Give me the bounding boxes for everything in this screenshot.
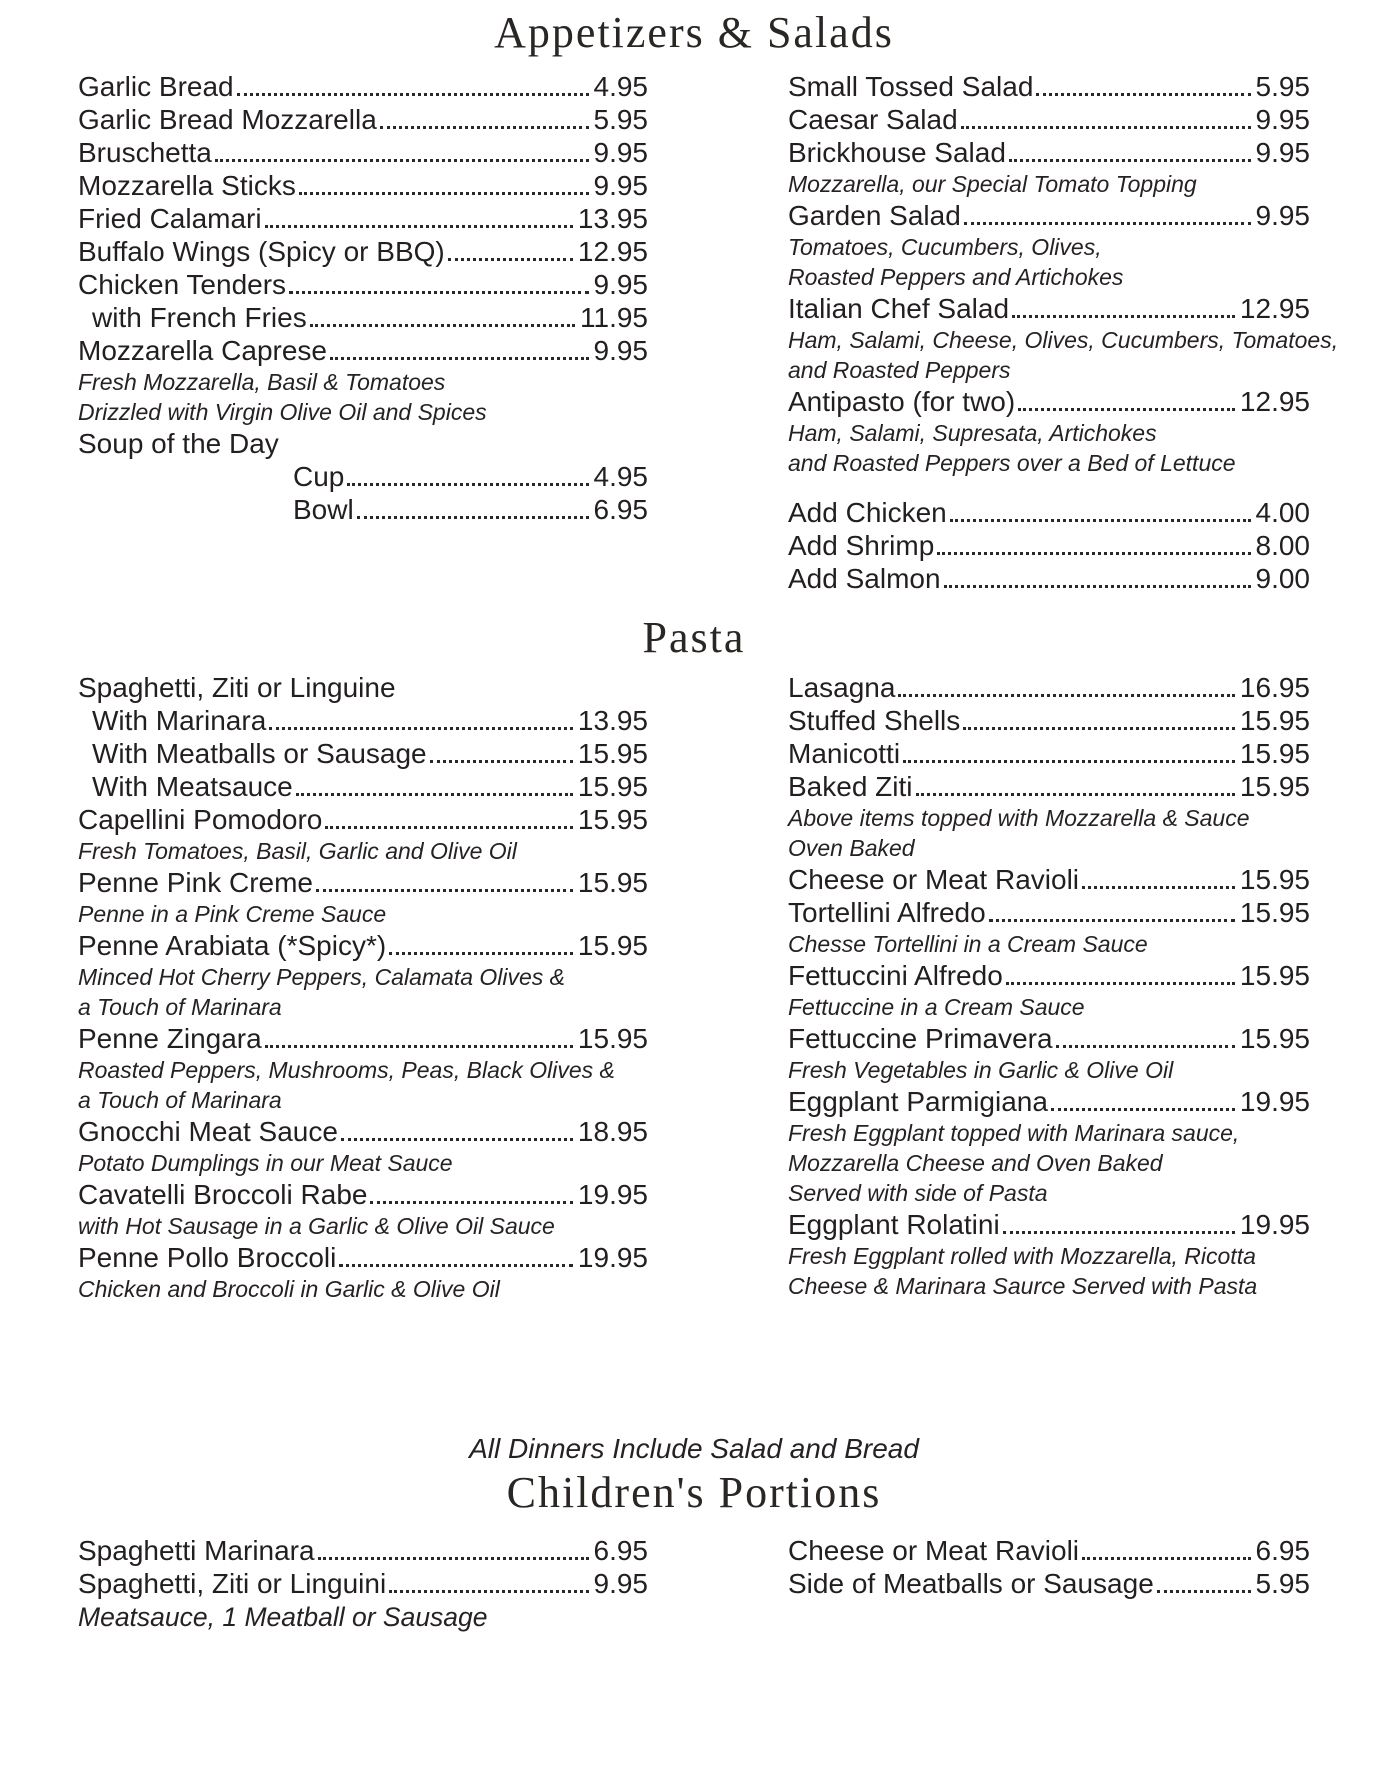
item-name: Fried Calamari [78, 203, 262, 234]
dotted-leader [1006, 982, 1235, 985]
section-title: Pasta [642, 613, 746, 662]
item-price: 9.00 [1255, 563, 1310, 594]
item-name: Mozzarella Sticks [78, 170, 296, 201]
item-name: Lasagna [788, 672, 896, 703]
dotted-leader [389, 1590, 588, 1593]
item-price: 13.95 [577, 203, 648, 234]
menu-item-row [78, 169, 648, 202]
appetizers-columns [78, 70, 1339, 595]
item-name: Garlic Bread Mozzarella [78, 104, 377, 135]
dotted-leader [1082, 886, 1235, 889]
dotted-leader [937, 552, 1250, 555]
menu-item-row [78, 202, 648, 235]
item-description: Tomatoes, Cucumbers, Olives, [788, 234, 1102, 260]
item-price: 15.95 [1239, 738, 1310, 769]
item-price: 15.95 [1239, 1023, 1310, 1054]
section-title: Appetizers & Salads [494, 8, 894, 57]
item-description: Cheese & Marinara Saurce Served with Pasta [788, 1273, 1258, 1299]
item-description: Minced Hot Cherry Peppers, Calamata Olives & [78, 964, 566, 990]
menu-item-row [788, 959, 1310, 992]
item-name: Add Salmon [788, 563, 941, 594]
dotted-leader [1003, 1231, 1235, 1234]
menu-item-row [78, 671, 648, 704]
dotted-leader [1018, 408, 1235, 411]
dotted-leader [269, 727, 573, 730]
dotted-leader [950, 519, 1251, 522]
menu-item-row [788, 1208, 1310, 1241]
item-price: 9.95 [1255, 137, 1310, 168]
section-childrens-portions [78, 1432, 1310, 1634]
menu-item-row [788, 70, 1310, 103]
item-name: Garden Salad [788, 200, 961, 231]
item-description: with Hot Sausage in a Garlic & Olive Oil Sauce [78, 1213, 555, 1239]
dotted-leader [299, 192, 589, 195]
item-description: and Roasted Peppers over a Bed of Lettuce [788, 450, 1236, 476]
item-name: Tortellini Alfredo [788, 897, 986, 928]
item-price: 15.95 [577, 930, 648, 961]
dotted-leader [1009, 159, 1251, 162]
item-description: Fresh Mozzarella, Basil & Tomatoes [78, 369, 446, 395]
item-name: Add Chicken [788, 497, 947, 528]
item-name: Gnocchi Meat Sauce [78, 1116, 338, 1147]
section-appetizers-salads [78, 6, 1339, 595]
item-price: 15.95 [577, 867, 648, 898]
dotted-leader [1051, 1108, 1235, 1111]
item-name: Chicken Tenders [78, 269, 287, 300]
item-price: 6.95 [1255, 1535, 1310, 1566]
menu-item-row [78, 460, 648, 493]
menu-item-row [78, 268, 648, 301]
section-note: All Dinners Include Salad and Bread [469, 1433, 919, 1464]
item-name: With Meatsauce [92, 771, 293, 802]
dotted-leader [318, 1557, 589, 1560]
item-name: Mozzarella Caprese [78, 335, 327, 366]
item-name: Garlic Bread [78, 71, 234, 102]
item-price: 4.95 [593, 71, 648, 102]
menu-item-row [788, 385, 1310, 418]
dotted-leader [265, 1045, 573, 1048]
item-name: Cheese or Meat Ravioli [788, 1535, 1080, 1566]
dotted-leader [370, 1201, 572, 1204]
dotted-leader [430, 760, 573, 763]
menu-item-row [788, 529, 1310, 562]
item-price: 15.95 [1239, 705, 1310, 736]
item-price: 15.95 [1239, 960, 1310, 991]
item-price: 11.95 [580, 302, 648, 333]
menu-item-row [78, 704, 648, 737]
item-price: 19.95 [577, 1242, 648, 1273]
item-name: Penne Zingara [78, 1023, 262, 1054]
dotted-leader [347, 483, 588, 486]
item-price: 15.95 [1239, 771, 1310, 802]
item-name: Manicotti [788, 738, 901, 769]
appetizers-right-column [788, 70, 1339, 595]
item-name: Buffalo Wings (Spicy or BBQ) [78, 236, 445, 267]
item-description: and Roasted Peppers [788, 357, 1011, 383]
dotted-leader [310, 324, 575, 327]
menu-item-row [78, 136, 648, 169]
item-name: Fettuccini Alfredo [788, 960, 1003, 991]
item-name: Cup [293, 461, 345, 492]
menu-item-row [78, 103, 648, 136]
dotted-leader [325, 826, 573, 829]
menu-item-row [78, 929, 648, 962]
item-description: Mozzarella, our Special Tomato Topping [788, 171, 1197, 197]
item-price: 9.95 [593, 137, 648, 168]
dotted-leader [330, 357, 589, 360]
item-description: a Touch of Marinara [78, 1087, 282, 1113]
item-description: Fresh Vegetables in Garlic & Olive Oil [788, 1057, 1174, 1083]
section-pasta [78, 611, 1310, 1304]
menu-item-row [788, 1022, 1310, 1055]
menu-item-row [78, 1115, 648, 1148]
item-name: Brickhouse Salad [788, 137, 1006, 168]
item-name: with French Fries [92, 302, 307, 333]
item-price: 19.95 [577, 1179, 648, 1210]
menu-item-row [78, 1534, 648, 1567]
item-price: 9.95 [593, 1568, 648, 1599]
item-price: 8.00 [1255, 530, 1310, 561]
dotted-leader [357, 516, 589, 519]
item-price: 19.95 [1239, 1086, 1310, 1117]
item-description: Ham, Salami, Supresata, Artichokes [788, 420, 1157, 446]
appetizers-left-column [78, 70, 648, 526]
menu-item-row [788, 737, 1310, 770]
dotted-leader [316, 889, 573, 892]
item-price: 16.95 [1239, 672, 1310, 703]
item-price: 5.95 [593, 104, 648, 135]
menu-item-row [788, 496, 1310, 529]
dotted-leader [916, 793, 1235, 796]
item-price: 5.95 [1255, 71, 1310, 102]
children-columns [78, 1534, 1310, 1634]
item-name: Cheese or Meat Ravioli [788, 864, 1080, 895]
item-name: Soup of the Day [78, 428, 279, 459]
item-price: 9.95 [593, 269, 648, 300]
item-price: 9.95 [1255, 200, 1310, 231]
dotted-leader [289, 291, 588, 294]
item-description: Served with side of Pasta [788, 1180, 1048, 1206]
item-name: Add Shrimp [788, 530, 935, 561]
column-spacer [788, 478, 1310, 496]
dotted-leader [341, 1138, 573, 1141]
item-description: Chicken and Broccoli in Garlic & Olive Oil [78, 1276, 500, 1302]
item-name: Bruschetta [78, 137, 212, 168]
item-description: Fresh Eggplant rolled with Mozzarella, Ricotta [788, 1243, 1256, 1269]
menu-item-row [788, 671, 1310, 704]
menu-item-row [788, 292, 1310, 325]
item-description: Roasted Peppers and Artichokes [788, 264, 1124, 290]
item-description: a Touch of Marinara [78, 994, 282, 1020]
dotted-leader [903, 760, 1235, 763]
item-price: 18.95 [577, 1116, 648, 1147]
item-description: Fettuccine in a Cream Sauce [788, 994, 1085, 1020]
item-name: Eggplant Rolatini [788, 1209, 1000, 1240]
item-price: 15.95 [577, 804, 648, 835]
item-price: 4.95 [593, 461, 648, 492]
menu-item-row [78, 1022, 648, 1055]
menu-item-row [78, 1241, 648, 1274]
item-price: 9.95 [593, 170, 648, 201]
menu-item-row [788, 136, 1310, 169]
item-description: Ham, Salami, Cheese, Olives, Cucumbers, Tomatoes, [788, 327, 1339, 353]
item-description: Penne in a Pink Creme Sauce [78, 901, 387, 927]
item-description: Roasted Peppers, Mushrooms, Peas, Black Olives & [78, 1057, 615, 1083]
menu-item-row [78, 1567, 648, 1600]
menu-item-row [788, 863, 1310, 896]
menu-item-row [788, 896, 1310, 929]
item-name: Side of Meatballs or Sausage [788, 1568, 1154, 1599]
dotted-leader [1157, 1590, 1251, 1593]
menu-item-row [78, 334, 648, 367]
dotted-leader [339, 1264, 573, 1267]
item-description: Drizzled with Virgin Olive Oil and Spices [78, 399, 487, 425]
item-description: Mozzarella Cheese and Oven Baked [788, 1150, 1163, 1176]
dotted-leader [296, 793, 573, 796]
dotted-leader [964, 222, 1251, 225]
item-name: With Marinara [92, 705, 267, 736]
item-name: Spaghetti, Ziti or Linguine [78, 672, 396, 703]
item-name: Bowl [293, 494, 354, 525]
dotted-leader [989, 919, 1235, 922]
dotted-leader [961, 126, 1251, 129]
pasta-left-column [78, 671, 648, 1304]
menu-item-row [78, 803, 648, 836]
item-name: With Meatballs or Sausage [92, 738, 427, 769]
menu-item-row [788, 704, 1310, 737]
item-price: 4.00 [1255, 497, 1310, 528]
item-name: Fettuccine Primavera [788, 1023, 1053, 1054]
dotted-leader [1082, 1557, 1250, 1560]
menu-item-row [78, 235, 648, 268]
menu-item-row [78, 866, 648, 899]
dotted-leader [944, 585, 1251, 588]
dotted-leader [1036, 93, 1250, 96]
item-description: Fresh Eggplant topped with Marinara sauce, [788, 1120, 1240, 1146]
item-price: 12.95 [577, 236, 648, 267]
dotted-leader [265, 225, 573, 228]
menu-item-row [788, 770, 1310, 803]
menu-item-row [788, 1085, 1310, 1118]
menu-item-row [788, 103, 1310, 136]
item-name: Eggplant Parmigiana [788, 1086, 1048, 1117]
item-description: Meatsauce, 1 Meatball or Sausage [78, 1602, 488, 1632]
menu-item-row [78, 427, 648, 460]
item-name: Spaghetti, Ziti or Linguini [78, 1568, 387, 1599]
dotted-leader [448, 258, 573, 261]
menu-item-row [788, 1534, 1310, 1567]
item-price: 12.95 [1239, 293, 1310, 324]
item-name: Capellini Pomodoro [78, 804, 323, 835]
item-price: 15.95 [577, 738, 648, 769]
dotted-leader [237, 93, 589, 96]
item-description: Potato Dumplings in our Meat Sauce [78, 1150, 453, 1176]
menu-item-row [788, 199, 1310, 232]
item-price: 15.95 [577, 771, 648, 802]
item-price: 15.95 [577, 1023, 648, 1054]
dotted-leader [389, 952, 573, 955]
item-price: 5.95 [1255, 1568, 1310, 1599]
dotted-leader [1056, 1045, 1235, 1048]
item-name: Spaghetti Marinara [78, 1535, 315, 1566]
menu-item-row [78, 70, 648, 103]
menu-item-row [78, 493, 648, 526]
item-description: Above items topped with Mozzarella & Sauce [788, 805, 1250, 831]
pasta-right-column [788, 671, 1310, 1301]
item-name: Stuffed Shells [788, 705, 961, 736]
item-description: Chesse Tortellini in a Cream Sauce [788, 931, 1148, 957]
item-description: Fresh Tomatoes, Basil, Garlic and Olive Oil [78, 838, 517, 864]
dotted-leader [380, 126, 589, 129]
item-description: Oven Baked [788, 835, 915, 861]
item-price: 6.95 [593, 1535, 648, 1566]
children-left-column [78, 1534, 648, 1634]
item-price: 9.95 [593, 335, 648, 366]
section-title: Children's Portions [506, 1468, 882, 1517]
dotted-leader [1012, 315, 1235, 318]
item-price: 6.95 [593, 494, 648, 525]
item-price: 19.95 [1239, 1209, 1310, 1240]
item-price: 9.95 [1255, 104, 1310, 135]
menu-item-row [788, 1567, 1310, 1600]
item-name: Penne Arabiata (*Spicy*) [78, 930, 387, 961]
menu-item-row [78, 301, 648, 334]
item-price: 12.95 [1239, 386, 1310, 417]
dotted-leader [898, 694, 1234, 697]
dotted-leader [215, 159, 589, 162]
item-price: 15.95 [1239, 864, 1310, 895]
pasta-columns [78, 671, 1310, 1304]
menu-item-row [78, 1178, 648, 1211]
item-name: Cavatelli Broccoli Rabe [78, 1179, 368, 1210]
menu-item-row [78, 737, 648, 770]
item-name: Caesar Salad [788, 104, 958, 135]
item-name: Antipasto (for two) [788, 386, 1016, 417]
dotted-leader [963, 727, 1235, 730]
menu-item-row [788, 562, 1310, 595]
menu-item-row [78, 770, 648, 803]
item-price: 15.95 [1239, 897, 1310, 928]
item-name: Italian Chef Salad [788, 293, 1010, 324]
item-name: Penne Pink Creme [78, 867, 314, 898]
item-name: Small Tossed Salad [788, 71, 1034, 102]
item-name: Penne Pollo Broccoli [78, 1242, 337, 1273]
item-price: 13.95 [577, 705, 648, 736]
item-name: Baked Ziti [788, 771, 913, 802]
children-right-column [788, 1534, 1310, 1600]
